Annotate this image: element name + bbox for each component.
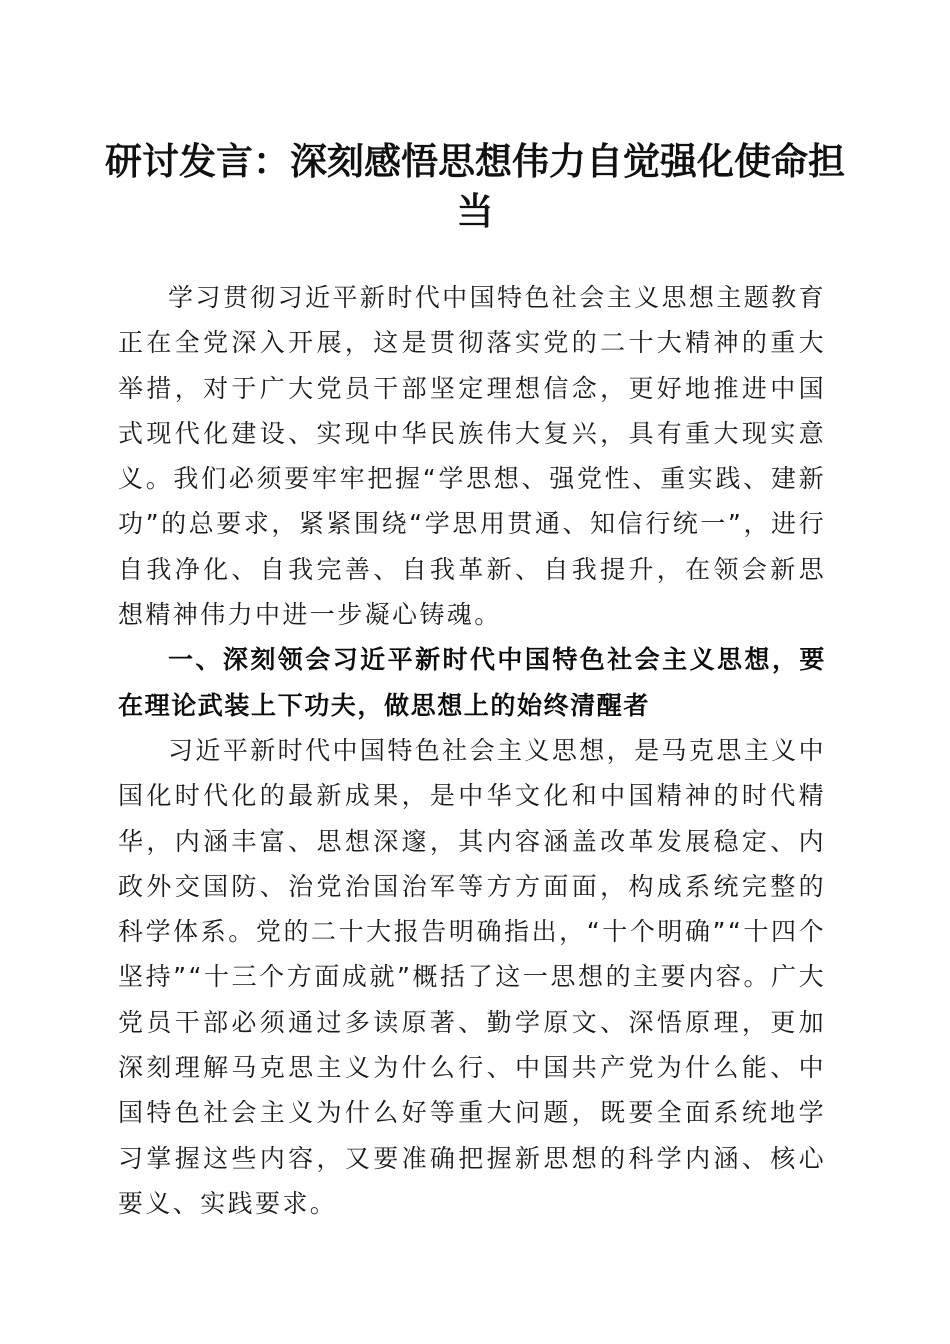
section-heading: 一、深刻领会习近平新时代中国特色社会主义思想，要在理论武装上下功夫，做思想上的始终清醒者 xyxy=(118,645,826,720)
intro-paragraph: 学习贯彻习近平新时代中国特色社会主义思想主题教育正在全党深入开展，这是贯彻落实党的二十大精神的重大举措，对于广大党员干部坚定理想信念，更好地推进中国式现代化建设、实现中华民族伟大复兴，具有重大现实意义。我们必须要牢牢把握“学思想、强党性、重实践、建新功”的总要求，紧紧围绕“学思用贯通、知信行统一”，进行自我净化、自我完善、自我革新、自我提升，在领会新思想精神伟力中进一步凝心铸魂。 xyxy=(118,283,826,630)
page-title: 研讨发言：深刻感悟思想伟力自觉强化使命担当 xyxy=(105,139,845,233)
document-body xyxy=(118,275,826,1226)
section-paragraph: 习近平新时代中国特色社会主义思想，是马克思主义中国化时代化的最新成果，是中华文化和中国精神的时代精华，内涵丰富、思想深邃，其内容涵盖改革发展稳定、内政外交国防、治党治国治军等方方面面，构成系统完整的科学体系。党的二十大报告明确指出，“十个明确”“十四个坚持”“十三个方面成就”概括了这一思想的主要内容。广大党员干部必须通过多读原著、勤学原文、深悟原理，更加深刻理解马克思主义为什么行、中国共产党为什么能、中国特色社会主义为什么好等重大问题，既要全面系统地学习掌握这些内容，又要准确把握新思想的科学内涵、核心要义、实践要求。 xyxy=(118,735,826,1218)
